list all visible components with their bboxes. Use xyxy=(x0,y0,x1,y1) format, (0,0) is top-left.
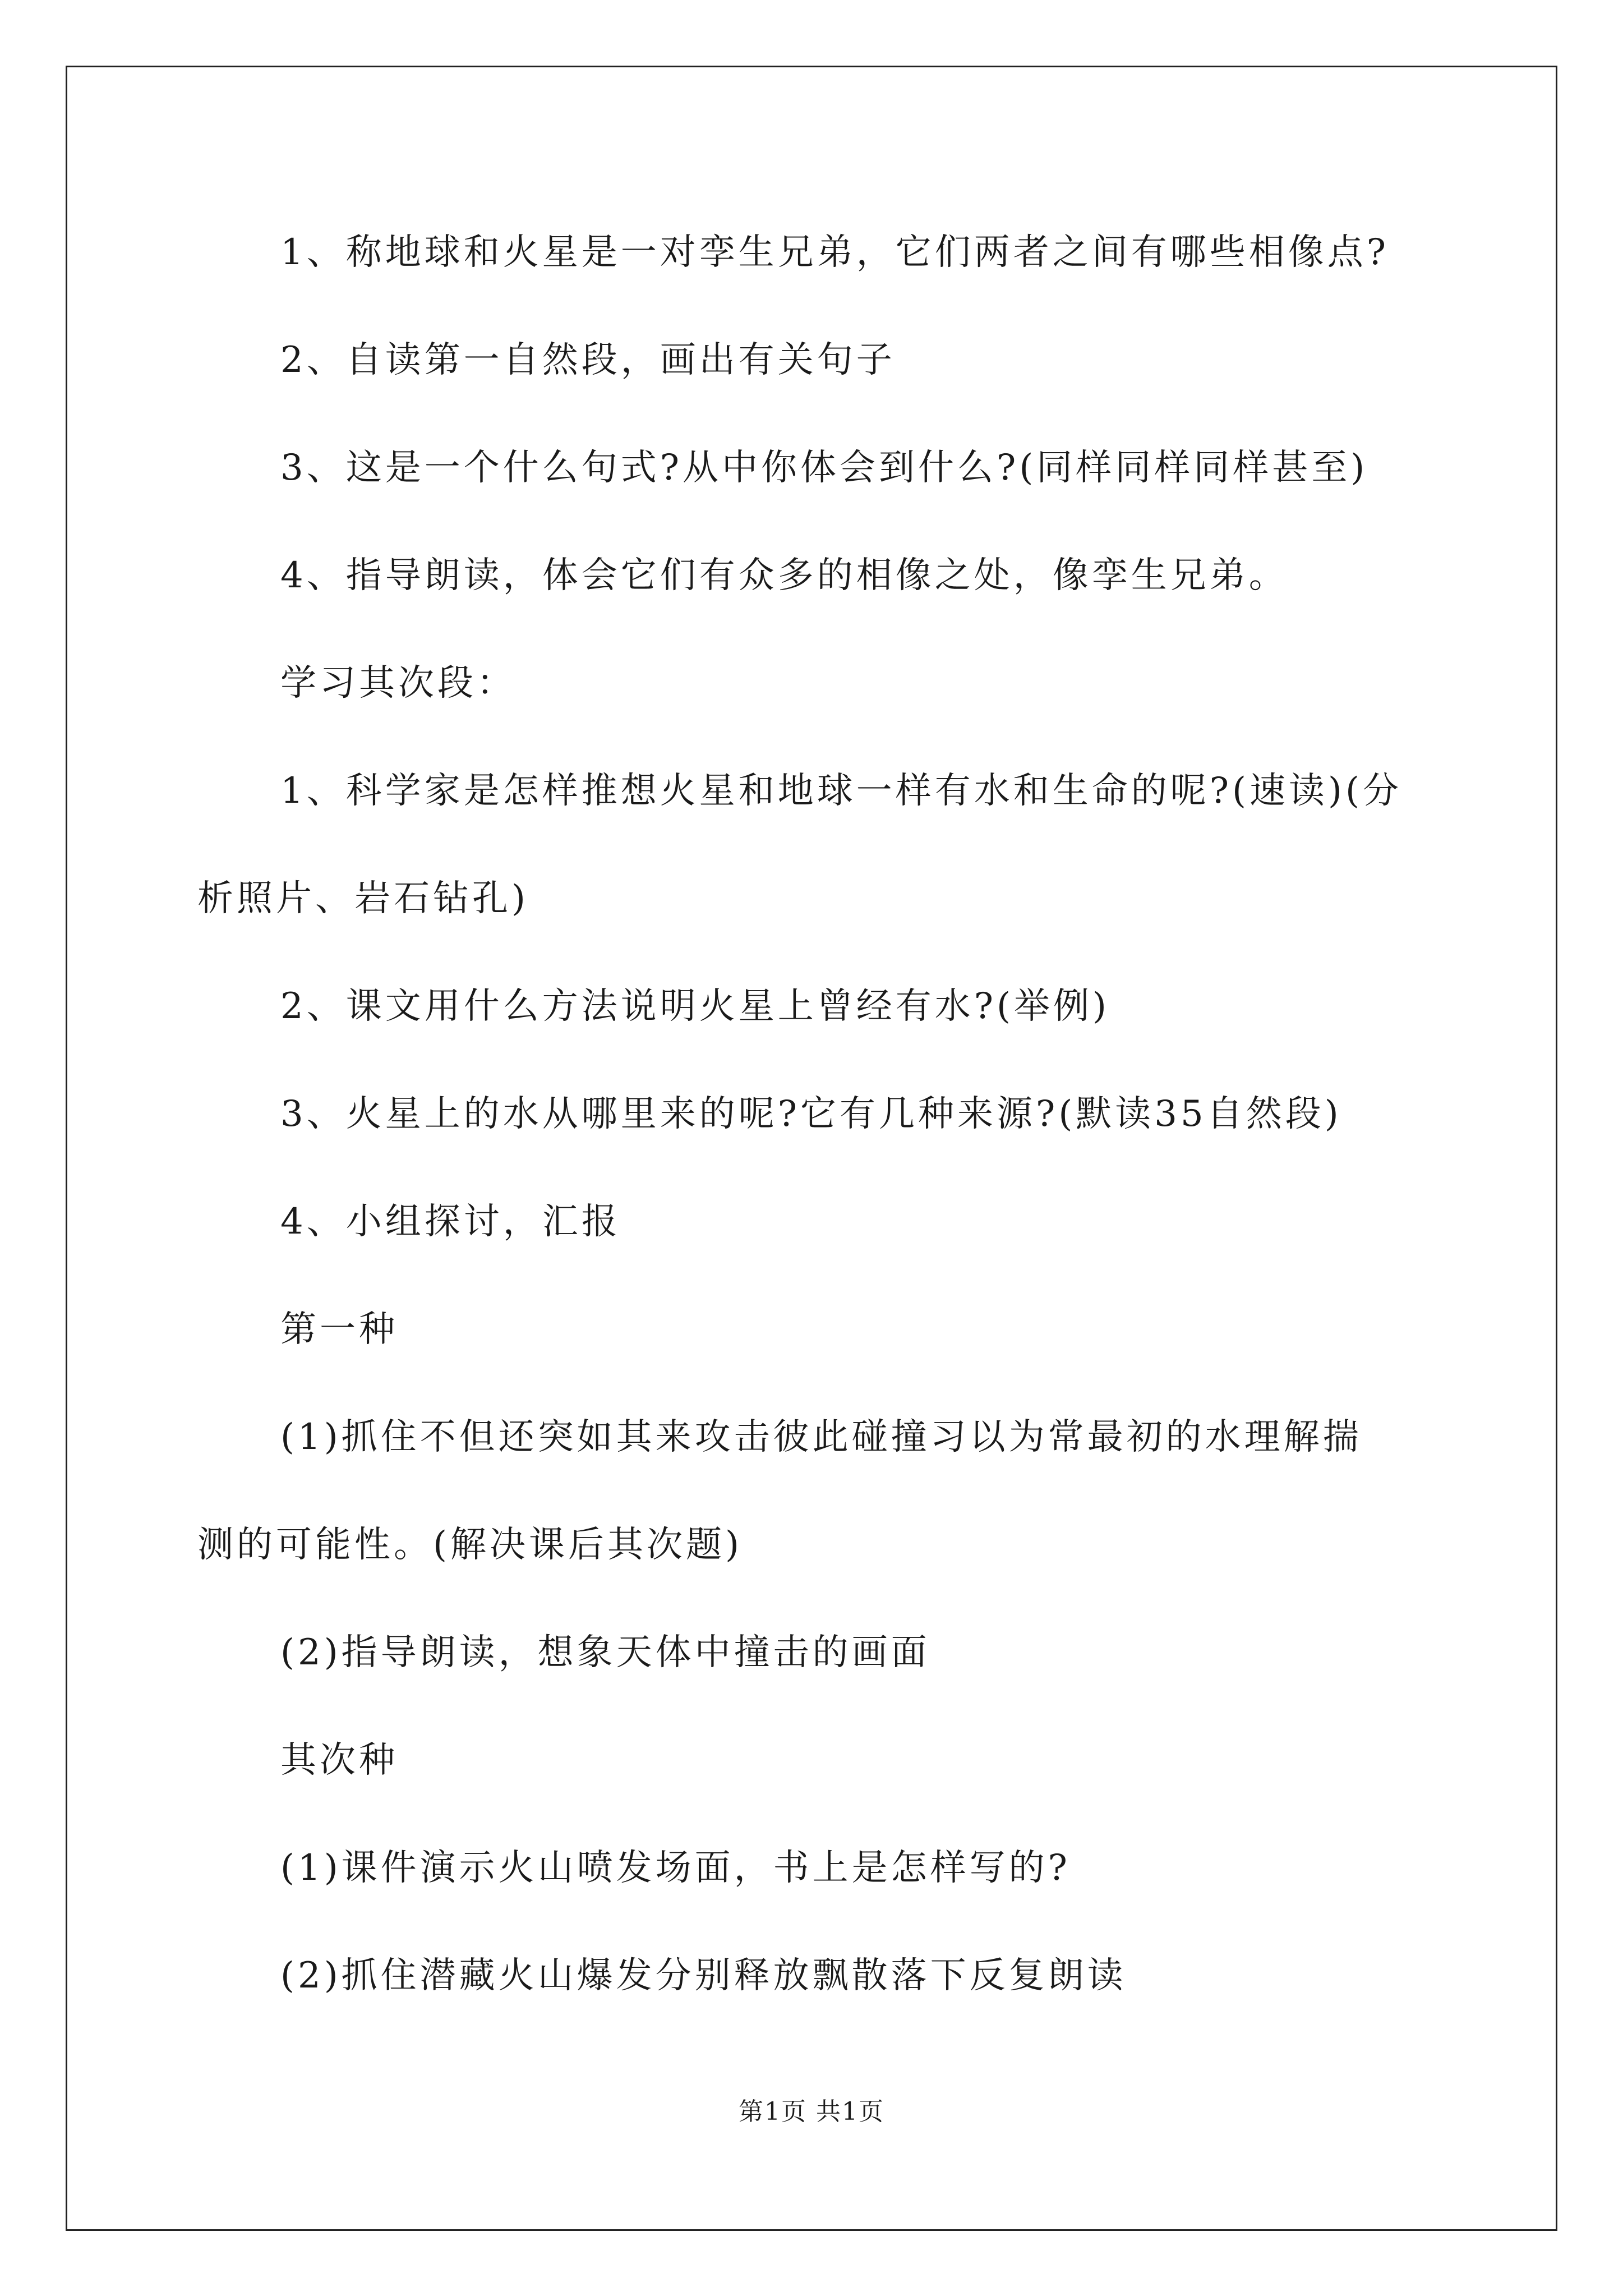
page-border xyxy=(66,66,1557,2231)
subheading: 其次种 xyxy=(280,1740,398,1781)
paragraph-continuation: 析照片、岩石钻孔) xyxy=(197,878,529,919)
paragraph-line: (1)抓住不但还突如其来攻击彼此碰撞习以为常最初的水理解揣 xyxy=(280,1416,1362,1458)
paragraph-line: 3、这是一个什么句式?从中你体会到什么?(同样同样同样甚至) xyxy=(280,447,1368,489)
paragraph-line: 2、课文用什么方法说明火星上曾经有水?(举例) xyxy=(280,986,1110,1027)
paragraph-line: 1、科学家是怎样推想火星和地球一样有水和生命的呢?(速读)(分 xyxy=(280,770,1402,812)
paragraph-line: (2)指导朗读，想象天体中撞击的画面 xyxy=(280,1632,930,1673)
page-number-footer: 第1页 共1页 xyxy=(739,2097,884,2126)
paragraph-line: 4、小组探讨，汇报 xyxy=(280,1201,621,1243)
paragraph-line: 2、自读第一自然段，画出有关句子 xyxy=(280,339,896,381)
paragraph-continuation: 测的可能性。(解决课后其次题) xyxy=(197,1524,743,1566)
subheading: 第一种 xyxy=(280,1309,398,1350)
section-heading: 学习其次段： xyxy=(280,662,516,704)
paragraph-line: (1)课件演示火山喷发场面，书上是怎样写的? xyxy=(280,1847,1071,1889)
paragraph-line: 4、指导朗读，体会它们有众多的相像之处，像孪生兄弟。 xyxy=(280,555,1288,596)
paragraph-line: 1、称地球和火星是一对孪生兄弟，它们两者之间有哪些相像点? xyxy=(280,232,1390,273)
paragraph-line: (2)抓住潜藏火山爆发分别释放飘散落下反复朗读 xyxy=(280,1955,1127,1996)
paragraph-line: 3、火星上的水从哪里来的呢?它有几种来源?(默读35自然段) xyxy=(280,1093,1342,1135)
